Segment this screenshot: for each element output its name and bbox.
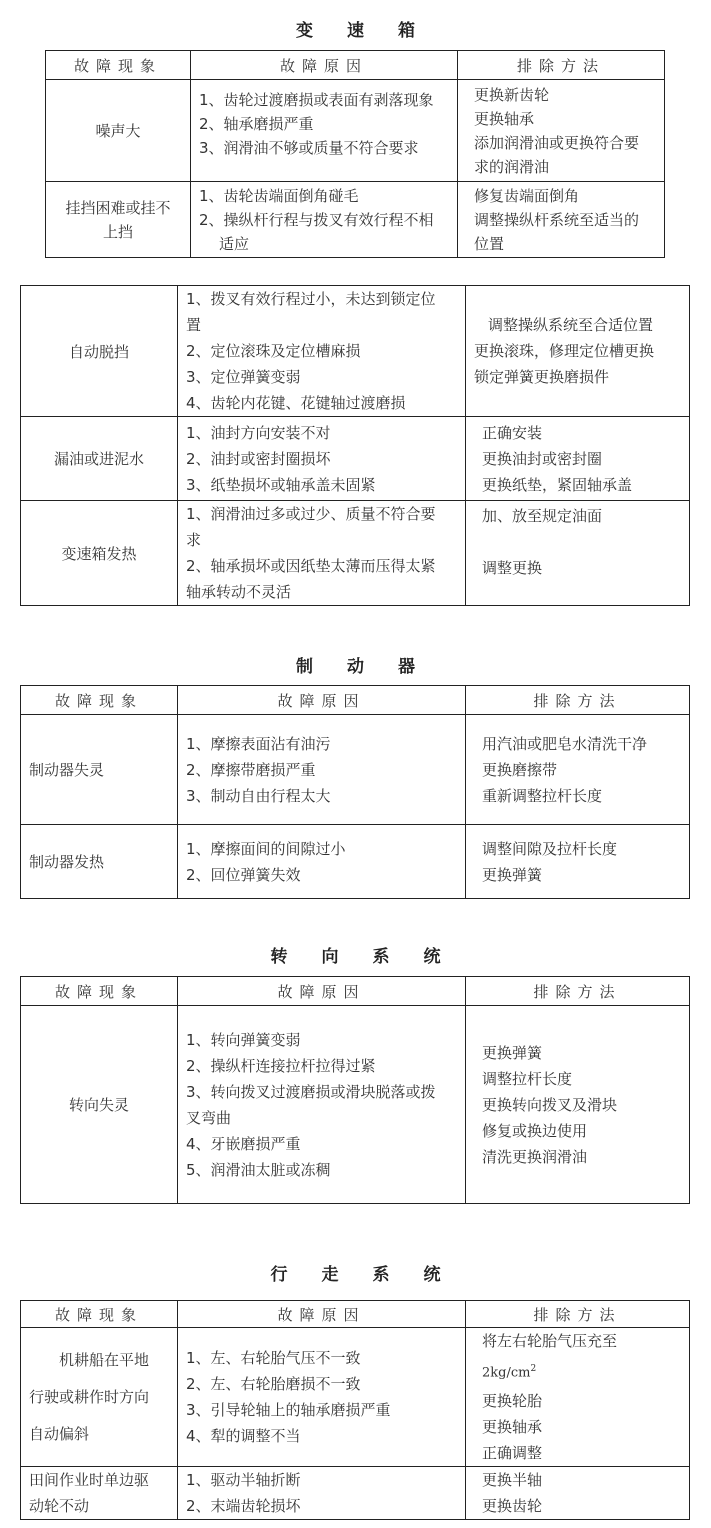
- brake-title: 制动器: [296, 657, 449, 677]
- fix-cell: [458, 80, 665, 182]
- cause-line: 1、拨叉有效行程过小，未达到锁定位: [186, 290, 436, 308]
- gearbox-table: [45, 50, 665, 258]
- symptom-text: 动轮不动: [29, 1497, 90, 1516]
- fix-cell: [458, 182, 665, 258]
- fix-line: 加、放至规定油面: [482, 507, 603, 525]
- symptom-text: 转向失灵: [68, 1096, 129, 1114]
- table-header-row: [46, 51, 665, 80]
- fix-line: 更换轴承: [482, 1418, 543, 1437]
- fix-line: 将左右轮胎气压充至: [482, 1332, 618, 1350]
- cause-cell: [178, 1467, 466, 1520]
- fix-line: 正确调整: [482, 1444, 543, 1463]
- symptom-cell: [21, 825, 178, 899]
- cause-cell: [191, 182, 458, 258]
- cause-line: 置: [186, 316, 202, 334]
- fix-line: 调整操纵系统至合适位置: [488, 316, 654, 334]
- fix-line: 调整更换: [482, 559, 543, 577]
- header-fix: 排除方法: [466, 686, 690, 715]
- symptom-text: 漏油或进泥水: [53, 450, 144, 468]
- fix-line: 修复或换边使用: [482, 1121, 588, 1140]
- table-row: [46, 182, 665, 258]
- cause-cell: [178, 417, 466, 501]
- symptom-text: 自动偏斜: [29, 1424, 90, 1443]
- symptom-text: 机耕船在平地: [59, 1350, 150, 1369]
- table-row: [46, 80, 665, 182]
- cause-line: 3、转向拨叉过渡磨损或滑块脱落或拨: [186, 1082, 436, 1101]
- header-cause: 故障原因: [178, 686, 466, 715]
- table-row: [21, 1467, 690, 1520]
- cause-line: 1、摩擦面间的间隙过小: [186, 839, 346, 858]
- cause-line: 2、摩擦带磨损严重: [186, 760, 316, 779]
- symptom-text: 上挡: [102, 222, 133, 241]
- fix-line: 更换齿轮: [482, 1497, 543, 1516]
- cause-cell: [178, 1328, 466, 1467]
- fix-line: 更换磨擦带: [482, 760, 558, 779]
- cause-line: 1、齿轮齿端面倒角碰毛: [199, 186, 359, 205]
- cause-line: 1、摩擦表面沾有油污: [186, 734, 331, 753]
- cause-line: 1、左、右轮胎气压不一致: [186, 1349, 361, 1368]
- gearbox-title: 变速箱: [296, 21, 449, 41]
- cause-line: 叉弯曲: [186, 1108, 232, 1127]
- brake-table: [20, 685, 690, 899]
- cause-line: 1、油封方向安装不对: [186, 423, 331, 442]
- fix-cell: [466, 1006, 690, 1204]
- cause-line: 1、润滑油过多或过少、质量不符合要: [186, 505, 436, 523]
- cause-cell: [178, 825, 466, 899]
- cause-line: 2、操纵杆行程与拨叉有效行程不相: [199, 210, 434, 229]
- header-fix: 排除方法: [466, 1301, 690, 1328]
- gearbox-table-continued: [20, 285, 690, 606]
- travel-title: 行走系统: [270, 1265, 475, 1285]
- symptom-text: 田间作业时单边驱: [29, 1471, 150, 1490]
- fix-cell: [466, 286, 690, 417]
- cause-line: 4、牙嵌磨损严重: [186, 1134, 301, 1153]
- cause-line: 4、齿轮内花键、花键轴过渡磨损: [186, 394, 406, 412]
- cause-cell: [178, 501, 466, 606]
- unit-superscript: 2: [530, 1364, 537, 1374]
- header-symptom: 故障现象: [21, 1301, 178, 1328]
- symptom-text: 制动器失灵: [29, 761, 105, 779]
- header-symptom: 故障现象: [21, 686, 178, 715]
- fix-cell: [466, 417, 690, 501]
- table-header-row: [21, 977, 690, 1006]
- header-cause: 故障原因: [178, 1301, 466, 1328]
- pressure-unit: 2kg/cm: [482, 1365, 531, 1381]
- symptom-cell: [21, 715, 178, 825]
- cause-line: 2、轴承磨损严重: [199, 115, 314, 133]
- fix-cell: [466, 715, 690, 825]
- table-header-row: [21, 686, 690, 715]
- symptom-text: 行驶或耕作时方向: [29, 1387, 150, 1406]
- fix-line: 求的润滑油: [474, 157, 550, 176]
- fix-cell: [466, 1328, 690, 1467]
- table-row: [21, 1006, 690, 1204]
- cause-line: 适应: [219, 234, 250, 253]
- header-fix: 排除方法: [466, 977, 690, 1006]
- steering-table: [20, 976, 690, 1204]
- table-row: [21, 715, 690, 825]
- symptom-text: 制动器发热: [29, 853, 105, 871]
- cause-line: 轴承转动不灵活: [186, 583, 292, 601]
- fix-line: 更换纸垫，紧固轴承盖: [482, 475, 633, 494]
- fix-line: 更换轴承: [474, 109, 535, 128]
- table-row: [21, 501, 690, 606]
- fix-line-unit: [482, 1354, 689, 1388]
- fix-line: 调整操纵杆系统至适当的: [474, 210, 640, 229]
- cause-line: 1、齿轮过渡磨损或表面有剥落现象: [199, 91, 434, 109]
- fix-line: 清洗更换润滑油: [482, 1147, 588, 1166]
- cause-line: 5、润滑油太脏或冻稠: [186, 1160, 331, 1179]
- cause-cell: [178, 286, 466, 417]
- cause-line: 2、轴承损坏或因纸垫太薄而压得太紧: [186, 557, 436, 575]
- cause-line: 2、油封或密封圈损坏: [186, 449, 331, 468]
- symptom-cell: [21, 501, 178, 606]
- table-header-row: [21, 1301, 690, 1328]
- fix-line: 调整间隙及拉杆长度: [482, 839, 618, 858]
- table-row: [21, 1328, 690, 1467]
- symptom-text: 挂挡困难或挂不: [65, 198, 171, 217]
- fix-line: 位置: [474, 234, 505, 253]
- symptom-cell: [21, 1467, 178, 1520]
- fix-line: 用汽油或肥皂水清洗干净: [482, 734, 648, 753]
- fix-line: 更换滚珠，修理定位槽更换: [474, 342, 655, 360]
- symptom-cell: [21, 1006, 178, 1204]
- travel-table: [20, 1300, 690, 1520]
- steering-title: 转向系统: [270, 947, 475, 967]
- fix-cell: [466, 1467, 690, 1520]
- cause-cell: [178, 1006, 466, 1204]
- cause-line: 2、定位滚珠及定位槽麻损: [186, 342, 361, 360]
- fix-cell: [466, 501, 690, 606]
- fix-line: 正确安装: [482, 423, 543, 442]
- header-fix: 排除方法: [458, 51, 665, 80]
- cause-line: 1、转向弹簧变弱: [186, 1030, 301, 1049]
- fix-line: 更换轮胎: [482, 1392, 543, 1411]
- header-symptom: 故障现象: [21, 977, 178, 1006]
- symptom-cell: [21, 417, 178, 501]
- symptom-cell: [21, 1328, 178, 1467]
- fix-line: 重新调整拉杆长度: [482, 786, 603, 805]
- cause-line: 2、回位弹簧失效: [186, 865, 301, 884]
- table-row: [21, 417, 690, 501]
- fix-line: 修复齿端面倒角: [474, 186, 580, 205]
- table-row: [21, 286, 690, 417]
- cause-line: 4、犁的调整不当: [186, 1427, 301, 1446]
- fix-line: 更换转向拨叉及滑块: [482, 1095, 618, 1114]
- table-row: [21, 825, 690, 899]
- cause-cell: [191, 80, 458, 182]
- header-cause: 故障原因: [178, 977, 466, 1006]
- symptom-cell: [21, 286, 178, 417]
- header-symptom: 故障现象: [46, 51, 191, 80]
- fix-line: 调整拉杆长度: [482, 1069, 573, 1088]
- cause-line: 2、操纵杆连接拉杆拉得过紧: [186, 1056, 376, 1075]
- fix-line: 更换半轴: [482, 1471, 543, 1490]
- symptom-text: 自动脱挡: [68, 342, 129, 361]
- fix-cell: [466, 825, 690, 899]
- cause-line: 3、引导轮轴上的轴承磨损严重: [186, 1401, 391, 1420]
- cause-line: 2、末端齿轮损坏: [186, 1497, 301, 1516]
- fix-line: 更换弹簧: [482, 1043, 543, 1062]
- fix-line: 更换油封或密封圈: [482, 449, 603, 468]
- cause-cell: [178, 715, 466, 825]
- symptom-cell: [46, 182, 191, 258]
- fix-line: 添加润滑油或更换符合要: [474, 133, 640, 152]
- cause-line: 3、润滑油不够或质量不符合要求: [199, 139, 419, 157]
- symptom-cell: [46, 80, 191, 182]
- cause-line: 3、定位弹簧变弱: [186, 368, 301, 386]
- cause-line: 3、制动自由行程太大: [186, 786, 331, 805]
- cause-line: 3、纸垫损坏或轴承盖未固紧: [186, 475, 376, 494]
- fix-line: 更换新齿轮: [474, 85, 550, 104]
- fix-line: 更换弹簧: [482, 865, 543, 884]
- fix-line: 锁定弹簧更换磨损件: [474, 368, 610, 386]
- cause-line: 1、驱动半轴折断: [186, 1471, 301, 1490]
- cause-line: 求: [186, 531, 202, 549]
- cause-line: 2、左、右轮胎磨损不一致: [186, 1375, 361, 1394]
- symptom-text: 噪声大: [95, 122, 141, 140]
- symptom-text: 变速箱发热: [61, 544, 137, 563]
- header-cause: 故障原因: [191, 51, 458, 80]
